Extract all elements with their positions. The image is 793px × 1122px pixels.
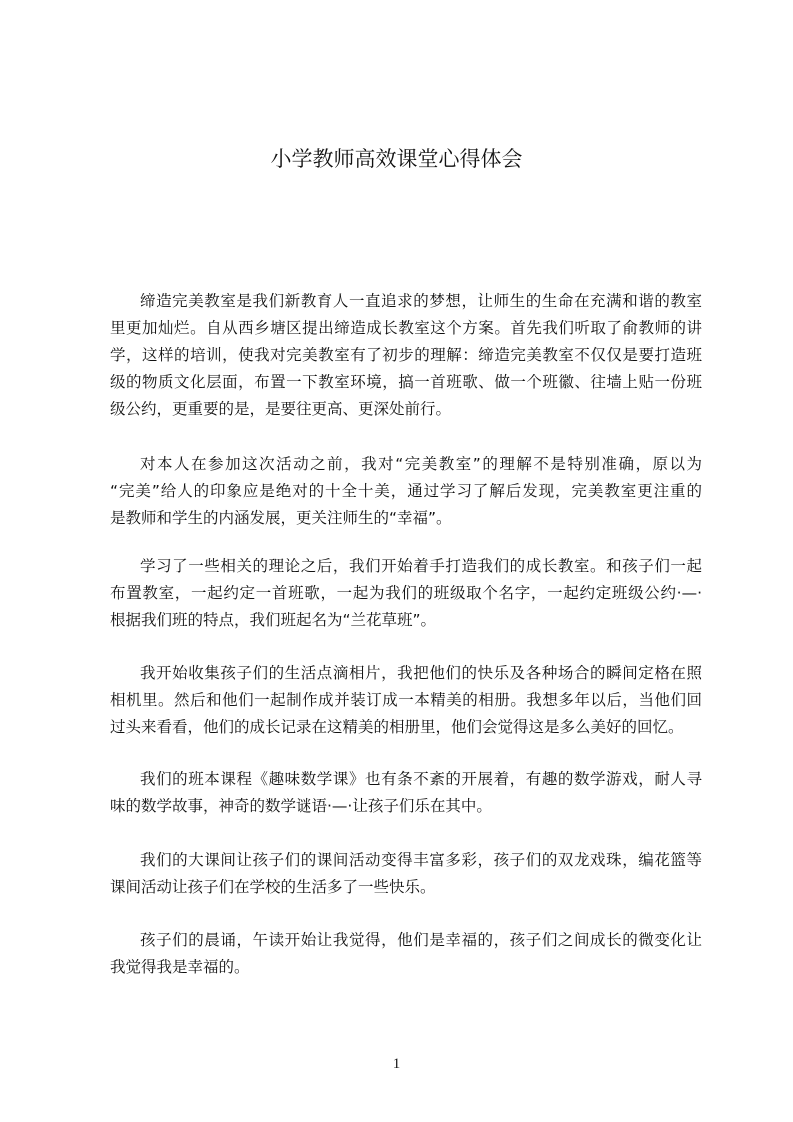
paragraph-line: “完美”给人的印象应是绝对的十全十美，通过学习了解后发现，完美教室更注重的 <box>110 482 702 500</box>
page-number: 1 <box>392 1056 401 1072</box>
paragraph-line: 级公约，更重要的是，是要往更高、更深处前行。 <box>110 400 452 418</box>
paragraph-line: 味的数学故事，神奇的数学谜语·—·让孩子们乐在其中。 <box>110 797 492 815</box>
paragraph-line: 缔造完美教室是我们新教育人一直追求的梦想，让师生的生命在充满和谐的教室 <box>140 292 702 310</box>
paragraph-line: 学，这样的培训，使我对完美教室有了初步的理解：缔造完美教室不仅仅是要打造班 <box>110 346 702 364</box>
paragraph-line: 我开始收集孩子们的生活点滴相片，我把他们的快乐及各种场合的瞬间定格在照 <box>140 664 702 682</box>
paragraph-line: 相机里。然后和他们一起制作成并装订成一本精美的相册。我想多年以后，当他们回 <box>110 691 702 709</box>
paragraph-line: 布置教室，一起约定一首班歌，一起为我们的班级取个名字，一起约定班级公约·—· <box>110 584 702 602</box>
paragraph-line: 对本人在参加这次活动之前，我对“完美教室”的理解不是特别准确，原以为 <box>140 455 702 473</box>
paragraph-line: 根据我们班的特点，我们班起名为“兰花草班”。 <box>110 611 437 629</box>
paragraph-line: 我觉得我是幸福的。 <box>110 958 250 976</box>
paragraph-line: 孩子们的晨诵，午读开始让我觉得，他们是幸福的，孩子们之间成长的微变化让 <box>140 931 702 949</box>
paragraph-line: 里更加灿烂。自从西乡塘区提出缔造成长教室这个方案。首先我们听取了俞教师的讲 <box>110 319 702 337</box>
document-title: 小学教师高效课堂心得体会 <box>270 147 523 171</box>
paragraph-line: 课间活动让孩子们在学校的生活多了一些快乐。 <box>110 878 436 896</box>
paragraph-line: 我们的大课间让孩子们的课间活动变得丰富多彩，孩子们的双龙戏珠，编花篮等 <box>140 851 702 869</box>
paragraph-line: 过头来看看，他们的成长记录在这精美的相册里，他们会觉得这是多么美好的回忆。 <box>110 718 684 736</box>
paragraph-line: 学习了一些相关的理论之后，我们开始着手打造我们的成长教室。和孩子们一起 <box>140 557 702 575</box>
paragraph-line: 是教师和学生的内涵发展，更关注师生的“幸福”。 <box>110 509 452 527</box>
paragraph-line: 我们的班本课程《趣味数学课》也有条不紊的开展着，有趣的数学游戏，耐人寻 <box>140 770 702 788</box>
paragraph-line: 级的物质文化层面，布置一下教室环境，搞一首班歌、做一个班徽、往墙上贴一份班 <box>110 373 702 391</box>
